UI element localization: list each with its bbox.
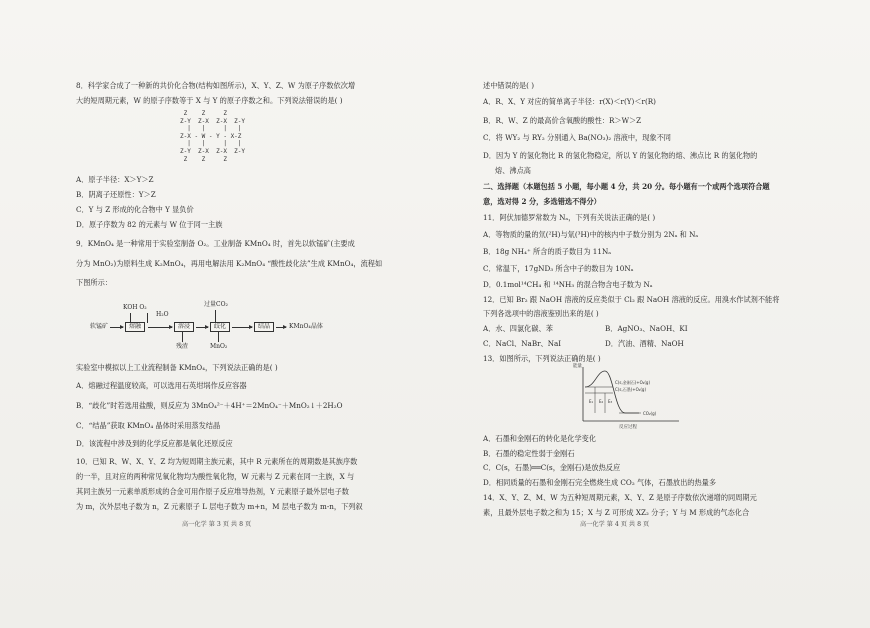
flow-co2-line [215,310,216,322]
q9-line2: 分为 MnO₂)为原料生成 K₂MnO₄，再用电解法用 K₂MnO₄ “酸性歧化法”生成 KMnO₄，流程如 [76,259,383,268]
flow-step-crystallize: 结晶 [254,322,274,332]
q14-line1: 14．X、Y、Z、M、W 为五种短周期元素，X、Y、Z 是原子序数依次递增的同周期元 [483,493,757,502]
q10-continuation: 述中错误的是( ) [483,81,535,90]
flow-arrow-5 [276,327,286,328]
q9-option-b: B．“歧化”时若选用盐酸，则反应为 3MnO₄²⁻＋4H⁺＝2MnO₄⁻＋MnO₂↓＋2H₂O [76,401,343,410]
flow-inputs-top: KOH O₂ [123,304,147,311]
graph-label-e1: E₁ [589,399,594,404]
q13-option-a: A．石墨和金刚石的转化是化学变化 [483,434,597,443]
graph-x-label: 反应过程 [619,425,637,430]
q8-option-b: B．阴离子还原性：Y＞Z [76,190,156,199]
left-page-footer: 高一化学 第 3 页 共 8 页 [182,521,252,528]
q10-option-b: B．R、W、Z 的最高价含氧酸的酸性：R＞W＞Z [483,116,642,125]
q8-line2: 大的短周期元素，W 的原子序数等于 X 与 Y 的原子序数之和。下列说法错误的是( ) [76,96,343,105]
q10-option-d-cont: 熔、沸点高 [495,166,531,175]
graph-label-co2: CO₂(g) [643,411,657,416]
graph-label-e2: E₂ [599,399,604,404]
flow-start: 软锰矿 [90,323,109,330]
flow-arrow-3 [196,327,208,328]
flow-byproduct-residue: 残渣 [176,343,189,350]
energy-curve [585,371,639,413]
q9-line1: 9．KMnO₄ 是一种常用于实验室制备 O₂。工业制备 KMnO₄ 时，首先以软锰矿(主要成 [76,239,355,248]
section-2-title-cont: 意，选对得 2 分，多选错选不得分） [483,197,601,206]
graph-label-e3: E₃ [608,399,613,404]
q12-option-d: D．汽油、酒精、NaOH [605,339,684,348]
q10-option-c: C．将 WY₂ 与 RY₂ 分别通入 Ba(NO₃)₂ 溶液中，现象不同 [483,133,671,142]
q13-stem: 13．如图所示，下列说法正确的是( ) [483,354,601,363]
q8-line1: 8．科学家合成了一种新的共价化合物(结构如图所示)，X、Y、Z、W 为原子序数依次增 [76,81,356,90]
graph-label-graphite: C(s,石墨)+O₂(g) [615,387,647,392]
q10-line2: 的一半，且对应的两种常见氧化物均为酸性氧化物，W 元素与 Z 元素在同一主族，X 与 [76,472,355,481]
flow-co2: 过量CO₂ [204,301,228,308]
flow-arrow-4 [232,327,252,328]
q11-option-d: D．0.1mol¹⁴CH₄ 和 ¹⁴NH₃ 的混合物含电子数为 Nₐ [483,280,653,289]
q10-option-a: A．R、X、Y 对应的简单离子半径：r(X)＜r(Y)＜r(R) [483,97,656,106]
q8-structure: Z Z Z Z-Y Z-X Z-X Z-Y | | | | Z-X - W - Y - X-Z | | | | Z-Y Z-X Z-X Z-Y Z Z Z [180,110,246,163]
q9-option-c: C．“结晶”获取 KMnO₄ 晶体时采用蒸发结晶 [76,421,221,430]
q10-line1: 10．已知 R、W、X、Y、Z 均为短周期主族元素，其中 R 元素所在的周期数是其族序数 [76,457,358,466]
q13-option-b: B．石墨的稳定性弱于金刚石 [483,449,575,458]
flow-mno2-line [218,332,219,342]
flow-arrow-2 [148,327,172,328]
q9-stem: 实验室中模拟以上工业流程制备 KMnO₄，下列说法正确的是( ) [76,363,278,372]
flow-end-product: KMnO₄晶体 [289,323,323,330]
q8-option-a: A．原子半径：X＞Y＞Z [76,175,154,184]
q11-option-a: A．等物质的量的氘(²H)与氚(³H)中的核内中子数分别为 2Nₐ 和 Nₐ [483,230,699,239]
flow-byproduct-mno2: MnO₂ [210,343,228,350]
flow-step-melt: 熔融 [125,322,145,332]
flow-step-leach: 溶浸 [174,322,194,332]
q11-stem: 11．阿伏加德罗常数为 Nₐ，下列有关说法正确的是( ) [483,213,656,222]
q10-option-d: D．因为 Y 的氢化物比 R 的氢化物稳定，所以 Y 的氢化物的熔、沸点比 R 的氢化物的 [483,151,758,160]
q9-flow-diagram [90,300,350,360]
q10-line3: 其同主族另一元素单质形成的合金可用作原子反应堆导热剂，Y 元素原子最外层电子数 [76,487,349,496]
q10-line4: 为 m，次外层电子数为 n，Z 元素原子 L 层电子数为 m+n，M 层电子数为 m-n，下列叙 [76,502,363,511]
section-2-title: 二、选择题（本题包括 5 小题，每小题 4 分，共 20 分。每小题有一个或两个选项符合题 [483,182,770,191]
graph-y-label: 能量 [573,364,582,369]
flow-residue-line [182,332,183,342]
right-page-footer: 高一化学 第 4 页 共 8 页 [580,521,650,528]
q13-option-c: C．C(s，石墨)══C(s，金刚石)是放热反应 [483,463,621,472]
flow-h2o: H₂O [156,311,169,318]
q13-option-d: D．相同质量的石墨和金刚石完全燃烧生成 CO₂ 气体，石墨放出的热量多 [483,478,717,487]
q9-line3: 下图所示： [76,278,112,287]
q9-option-a: A．熔融过程温度较高，可以选用石英坩埚作反应容器 [76,381,247,390]
flow-input-line2 [147,313,148,323]
q11-option-b: B．18g NH₄⁺ 所含的质子数目为 11Nₐ [483,247,612,256]
q12-stem-cont: 下列各选项中的溶液鉴别出来的是( ) [483,309,599,318]
q8-option-d: D．原子序数为 82 的元素与 W 位于同一主族 [76,220,223,229]
q8-option-c: C．Y 与 Z 形成的化合物中 Y 显负价 [76,205,194,214]
flow-arrow-1 [110,327,123,328]
q13-energy-diagram [575,365,685,429]
q12-option-c: C．NaCl、NaBr、NaI [483,339,562,348]
q9-option-d: D．该流程中涉及到的化学反应都是氧化还原反应 [76,439,233,448]
q12-option-b: B．AgNO₃、NaOH、KI [605,324,688,333]
flow-step-disproportionate: 歧化 [210,322,230,332]
q14-line2: 素，且最外层电子数之和为 15；X 与 Z 可形成 XZ₂ 分子；Y 与 M 形成的气态化合 [483,508,750,517]
q12-stem: 12．已知 Br₂ 跟 NaOH 溶液的反应类似于 Cl₂ 跟 NaOH 溶液的反应。用溴水作试剂不能将 [483,295,780,304]
q12-option-a: A．水、四氯化碳、苯 [483,324,553,333]
q11-option-c: C．常温下，17gND₃ 所含中子的数目为 10Nₐ [483,264,634,273]
graph-label-diamond: C(s,金刚石)+O₂(g) [615,380,651,385]
